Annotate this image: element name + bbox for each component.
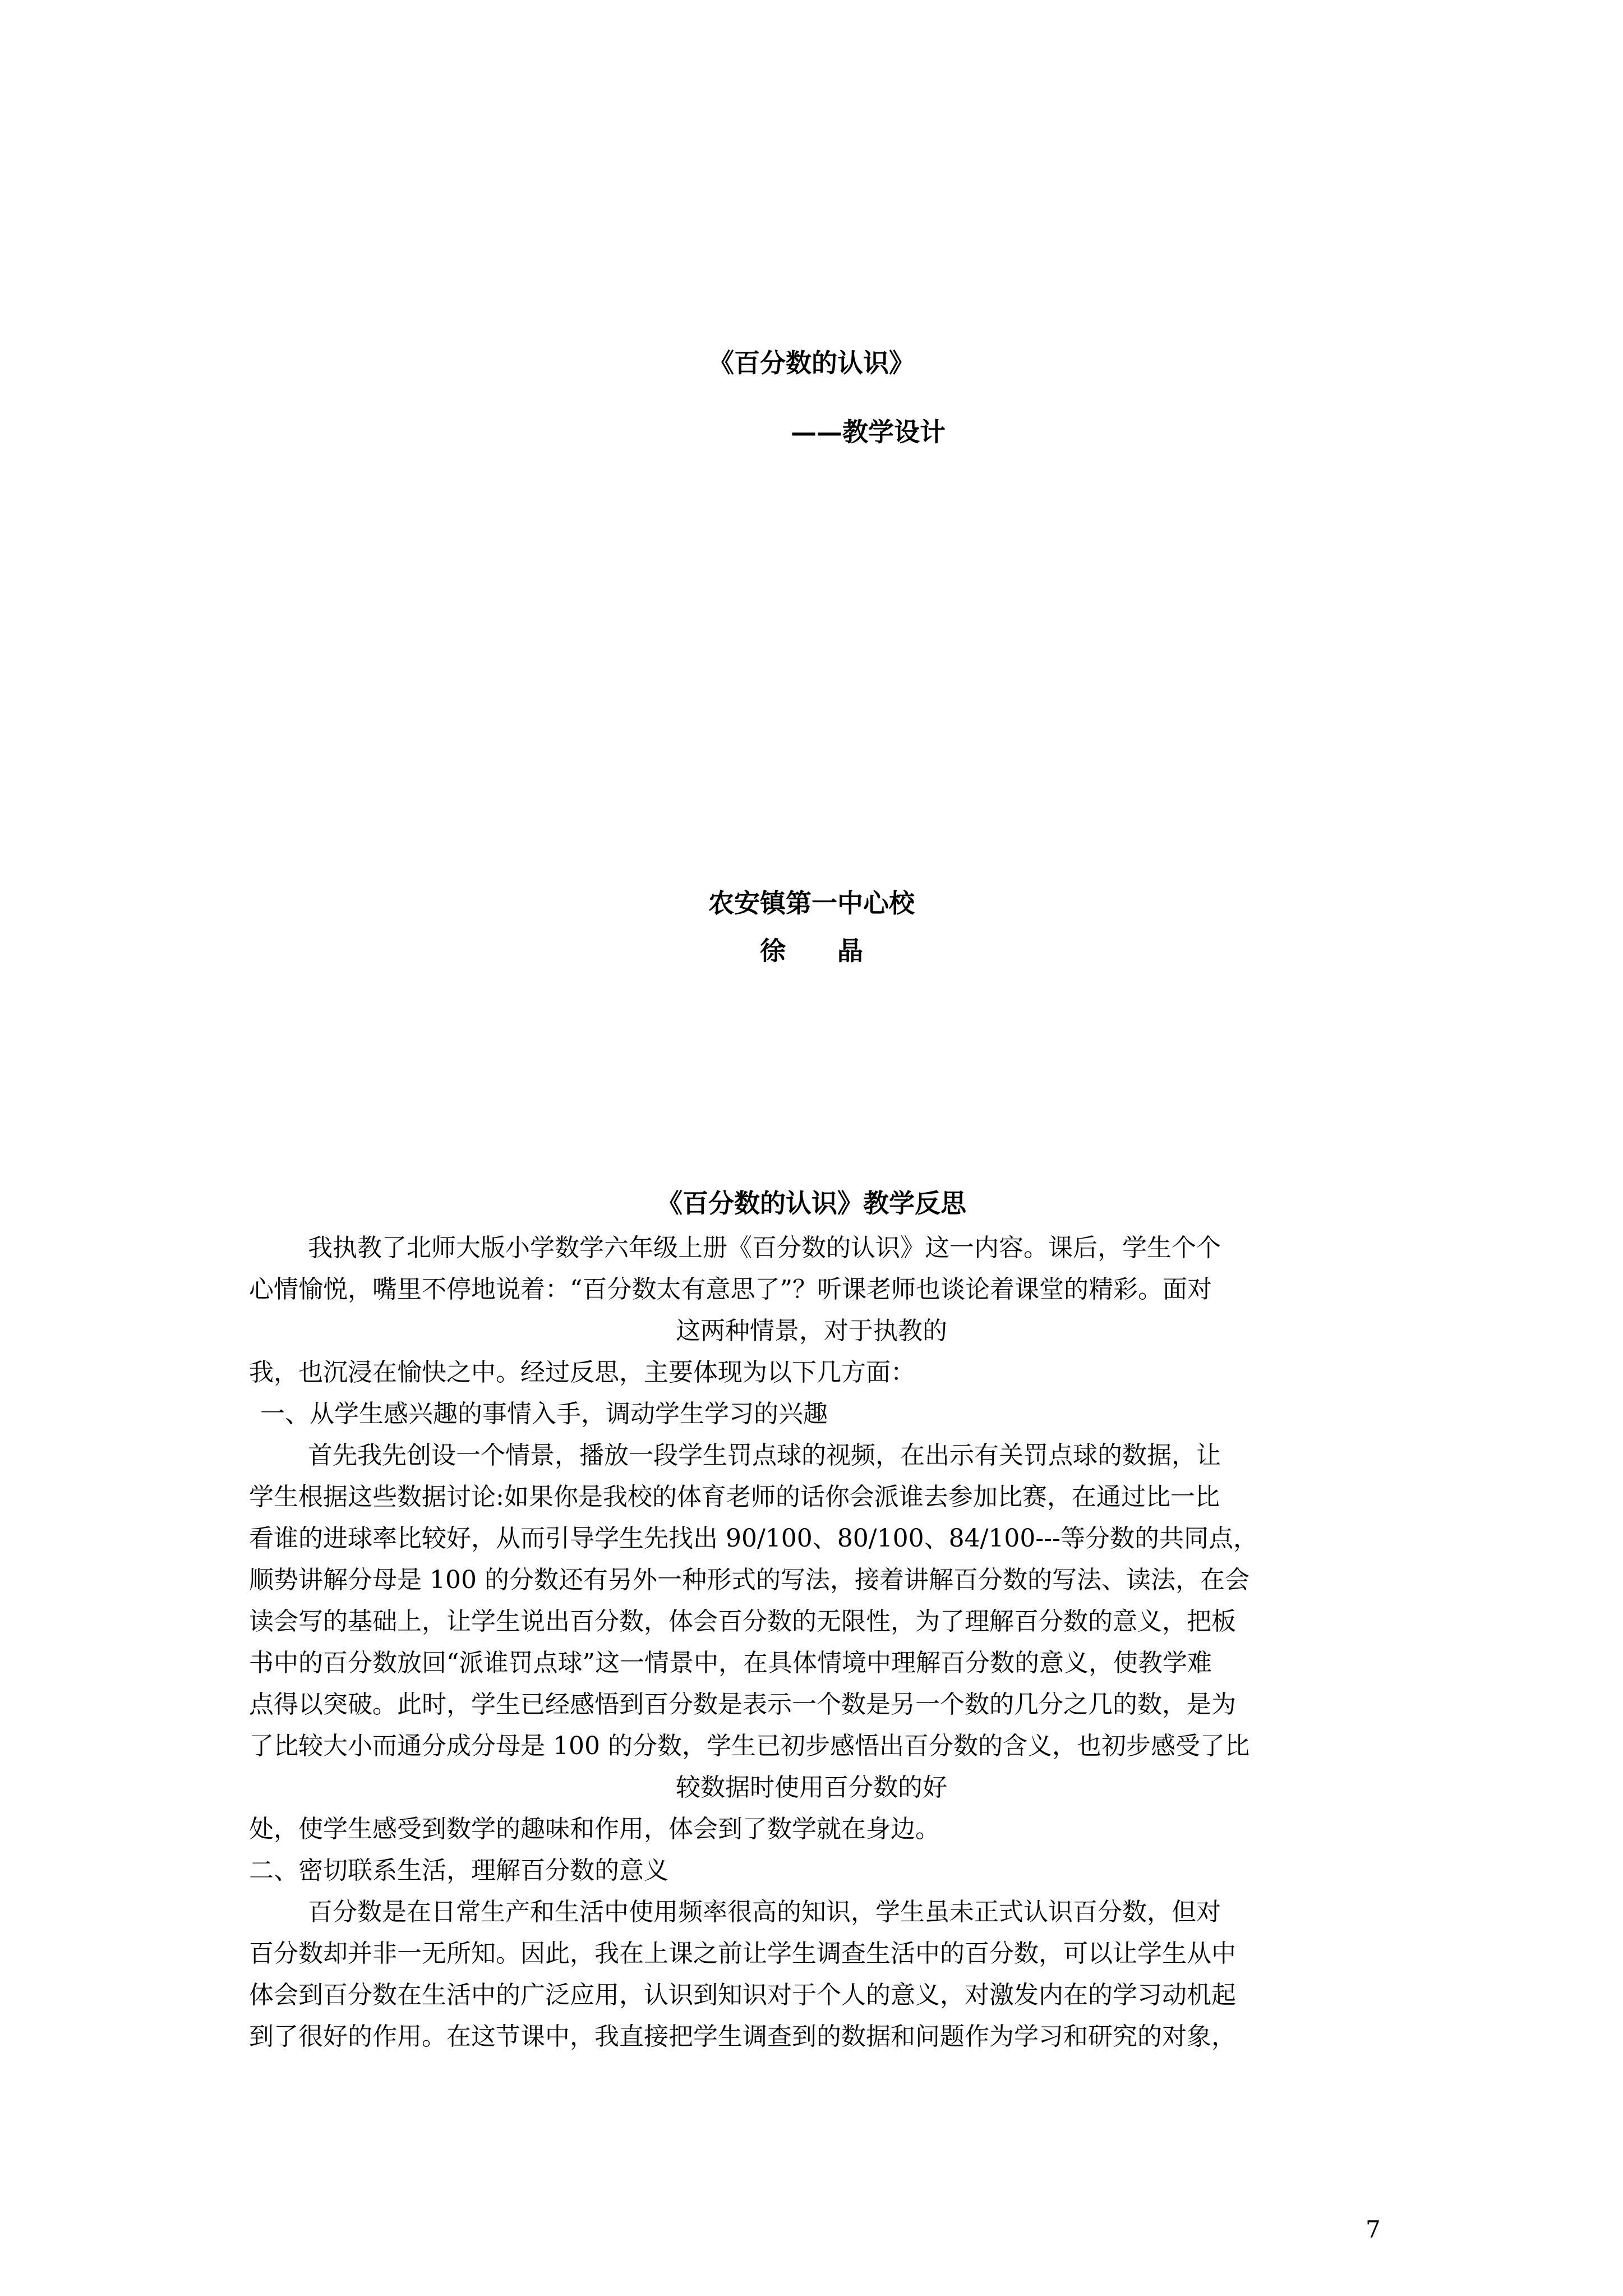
- author-name: [0, 931, 1623, 970]
- author-given-name: 晶: [837, 936, 863, 966]
- paragraph-line: 心情愉悦，嘴里不停地说着：“百分数太有意思了”？听课老师也谈论着课堂的精彩。面对: [249, 1275, 1212, 1304]
- paragraph-line: 这两种情景，对于执教的: [676, 1317, 947, 1345]
- document-subtitle: ——教学设计: [791, 417, 946, 447]
- document-title: 《百分数的认识》: [708, 348, 915, 378]
- paragraph-line: 首先我先创设一个情景，播放一段学生罚点球的视频，在出示有关罚点球的数据，让: [308, 1441, 1221, 1470]
- paragraph-line: 看谁的进球率比较好，从而引导学生先找出 90/100、80/100、84/100---等分数的共同点，: [249, 1524, 1258, 1553]
- paragraph-line: 体会到百分数在生活中的广泛应用，认识到知识对于个人的意义，对激发内在的学习动机起: [249, 1981, 1236, 2009]
- section-heading-1: 一、从学生感兴趣的事情入手，调动学生学习的兴趣: [260, 1400, 828, 1428]
- paragraph-line: 我执教了北师大版小学数学六年级上册《百分数的认识》这一内容。课后，学生个个: [308, 1234, 1221, 1262]
- page-number: 7: [1366, 2216, 1381, 2243]
- paragraph-line: 较数据时使用百分数的好: [676, 1773, 947, 1802]
- paragraph-line: 顺势讲解分母是 100 的分数还有另外一种形式的写法，接着讲解百分数的写法、读法，在会: [249, 1566, 1249, 1594]
- paragraph-line: 读会写的基础上，让学生说出百分数，体会百分数的无限性，为了理解百分数的意义，把板: [249, 1607, 1236, 1636]
- paragraph-line: 到了很好的作用。在这节课中，我直接把学生调查到的数据和问题作为学习和研究的对象，: [249, 2022, 1236, 2051]
- paragraph-line: 点得以突破。此时，学生已经感悟到百分数是表示一个数是另一个数的几分之几的数，是为: [249, 1690, 1236, 1719]
- paragraph-line: 了比较大小而通分成分母是 100 的分数，学生已初步感悟出百分数的含义，也初步感受了比: [249, 1732, 1249, 1760]
- author-surname: 徐: [760, 936, 786, 966]
- paragraph-line: 处，使学生感受到数学的趣味和作用，体会到了数学就在身边。: [249, 1815, 940, 1843]
- paragraph-line: 学生根据这些数据讨论:如果你是我校的体育老师的话你会派谁去参加比赛，在通过比一比: [249, 1483, 1220, 1511]
- paragraph-line: 百分数是在日常生产和生活中使用频率很高的知识，学生虽未正式认识百分数，但对: [308, 1898, 1221, 1926]
- paragraph-line: 书中的百分数放回“派谁罚点球”这一情景中，在具体情境中理解百分数的意义，使教学难: [249, 1649, 1212, 1677]
- reflection-title: 《百分数的认识》教学反思: [657, 1188, 966, 1218]
- section-heading-2: 二、密切联系生活，理解百分数的意义: [249, 1856, 668, 1885]
- paragraph-line: 我，也沉浸在愉快之中。经过反思，主要体现为以下几方面：: [249, 1358, 915, 1387]
- paragraph-line: 百分数却并非一无所知。因此，我在上课之前让学生调查生活中的百分数，可以让学生从中: [249, 1939, 1236, 1968]
- school-name: 农安镇第一中心校: [708, 888, 915, 918]
